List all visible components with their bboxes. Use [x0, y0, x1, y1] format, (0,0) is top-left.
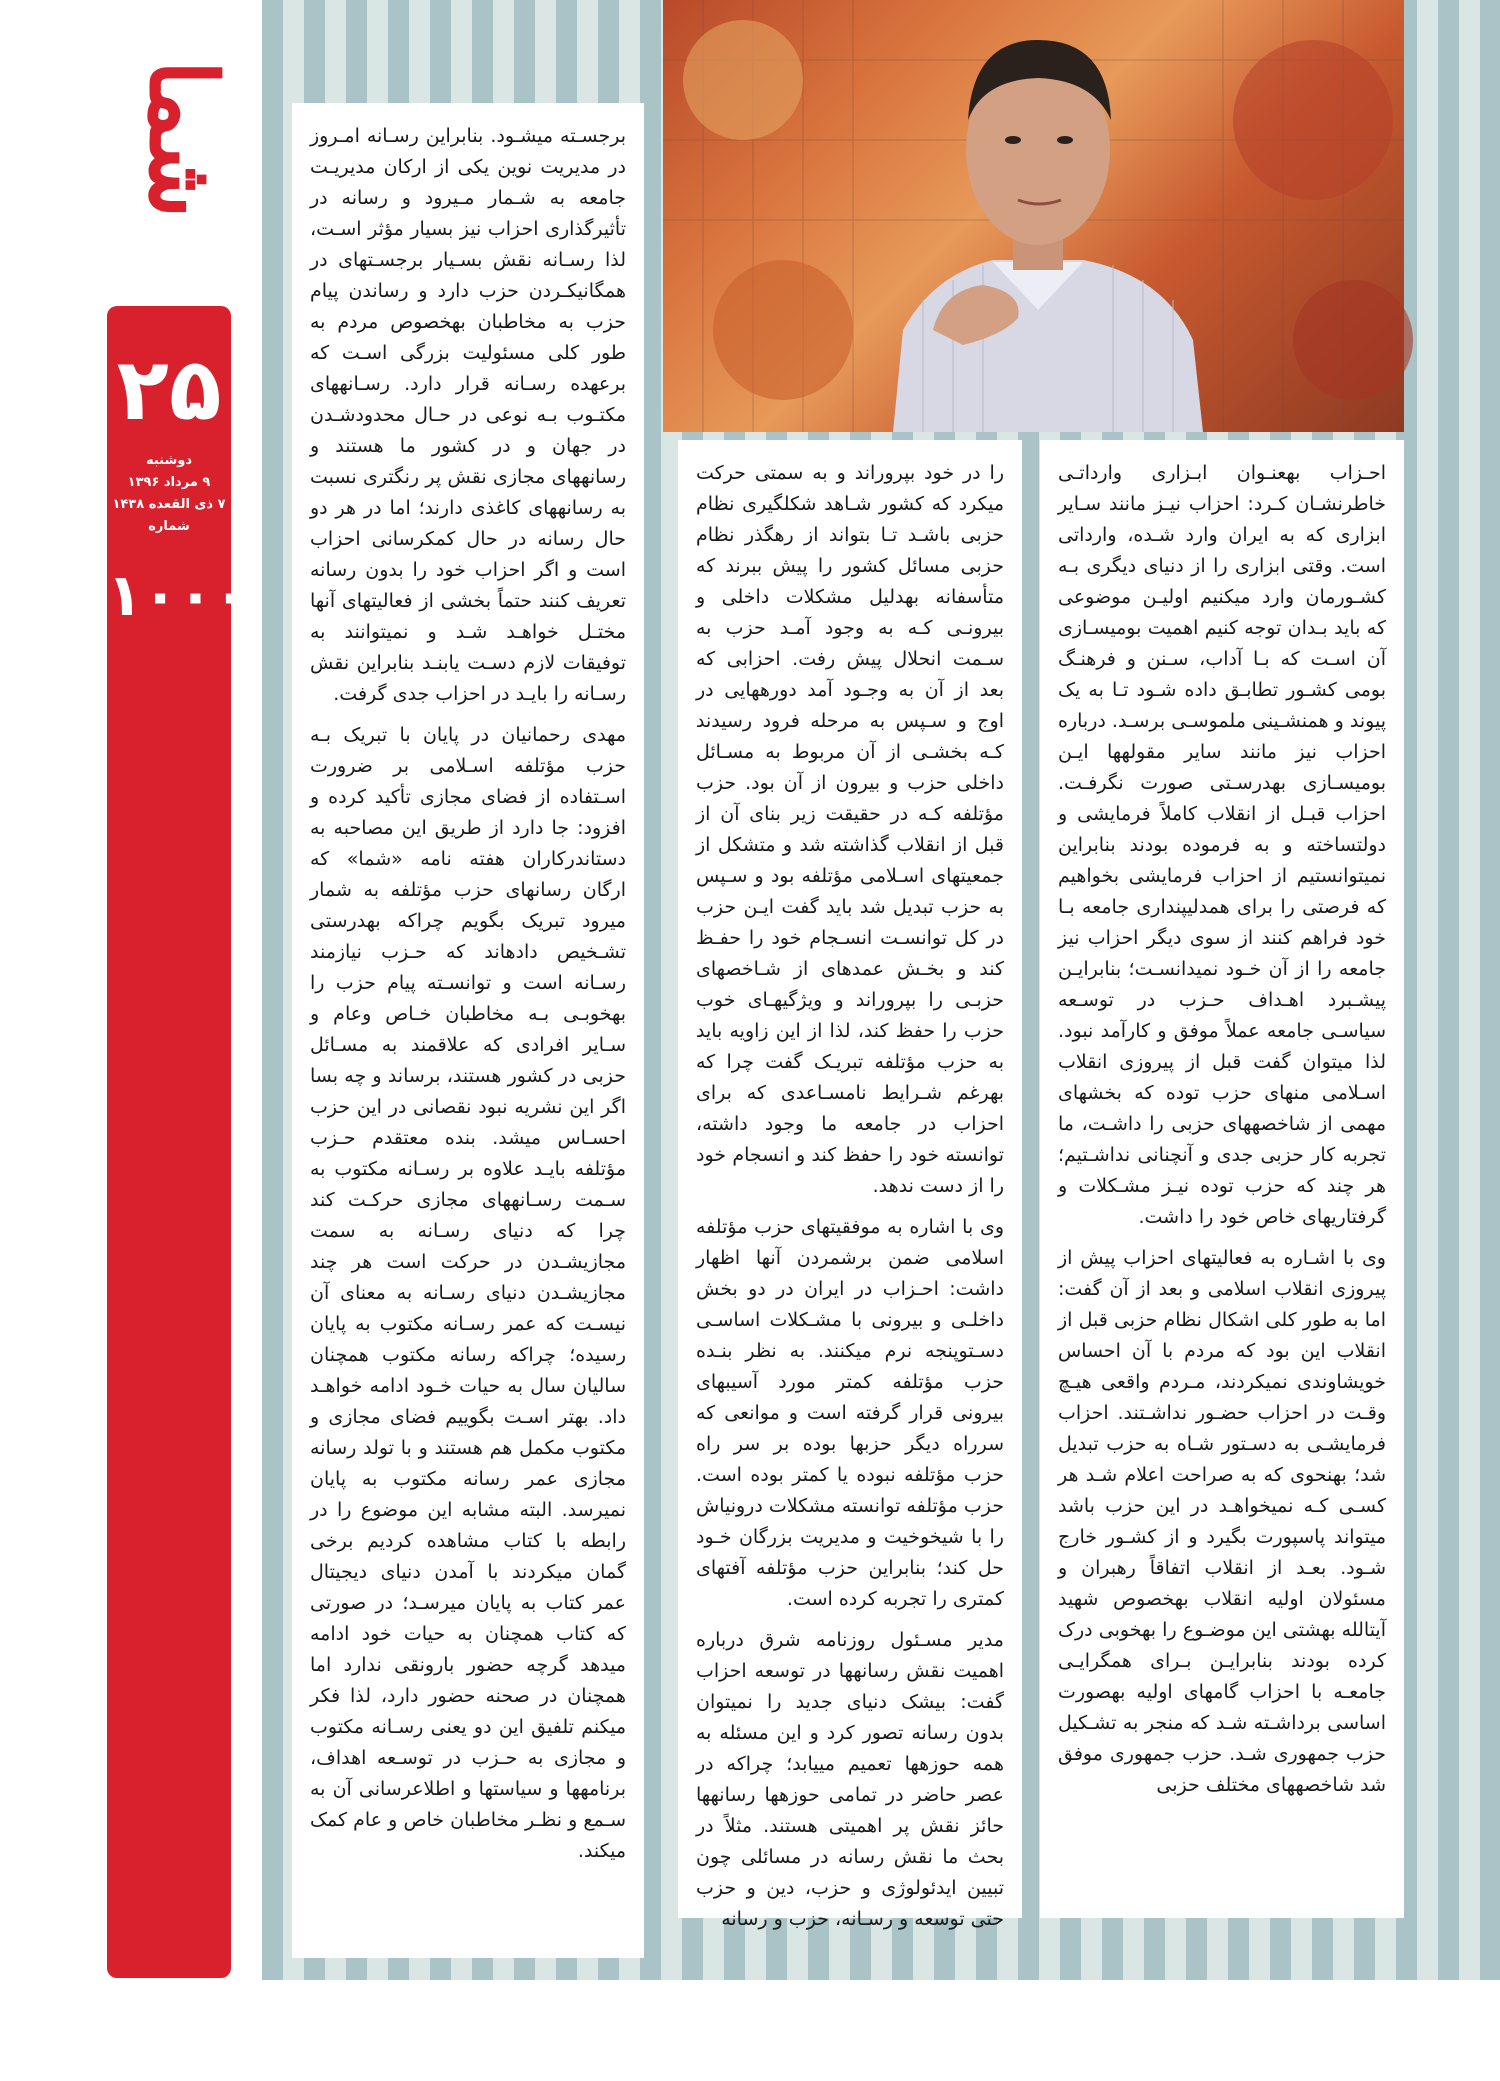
page-number: ۲۵ [116, 340, 222, 440]
interviewee-photo [663, 0, 1404, 432]
article-paragraph: وی با اشاره به موفقیتهای حزب مؤتلفه اسلامی ضمن برشمردن آنها اظهار داشت: احـزاب در ایران در دو بخش داخلـی و بیرونی با مشـکلات اساسـی دسـتوپنجه نرم میکنند. به نظر بنـده حزب مؤتلفه کمتر مورد آسیبهای بیرونی قرار گرفته است و موانعی که سرراه دیگر حزبها بوده بر سر راه حزب مؤتلفه نبوده یا کمتر بوده است. حزب مؤتلفه توانسته مشکلات درونیاش را با شیخوخیت و مدیریت بزرگان خـود حل کند؛ بنابراین حزب مؤتلفه آفتهای کمتری را تجربه کرده است. [696, 1216, 1004, 1610]
article-column-2 [678, 440, 1022, 1930]
issue-date-lunar: ۷ ذی القعده ۱۴۳۸ [112, 497, 226, 512]
masthead-logo [118, 60, 238, 300]
article-paragraph: وی با اشـاره به فعالیتهای احزاب پیش از پیروزی انقلاب اسلامی و بعد از آن گفت: اما به طور کلی اشکال نظام حزبی قبل از انقلاب این بود که مردم با آن احساس خویشاوندی نمیکردند، مـردم واقعی هیـچ وقـت در احزاب حضـور نداشـتند. احزاب فرمایشـی به دسـتور شـاه به حزب تبدیل شد؛ بهنحوی که به صراحت اعلام شـد هر کسـی کـه نمیخواهـد در این حزب باشد میتواند پاسپورت بگیرد و از کشـور خارج شـود. بعـد از انقلاب اتفاقاً رهبران و مسئولان اولیه انقلاب بهخصوص شهید آیتالله بهشتی این موضـوع را بهخوبی درک کرده بودند بنابرایـن بـرای همگرایـی جامعـه با احزاب گامهای اولیه بهصورت اساسی برداشـته شـد که منجر به تشـکیل حزب جمهوری شـد. حزب جمهوری موفق شد شاخصههای مختلف حزبی [1058, 1247, 1386, 1796]
issue-date-solar: ۹ مرداد ۱۳۹۶ [127, 475, 211, 490]
article-paragraph: برجسـته میشـود. بنابراین رسـانه امـروز در مدیریت نوین یکی از ارکان مدیریـت جامعه به شـمار مـیرود و رسانه در تأثیرگذاری احزاب نیز بسیار مؤثر اسـت، لذا رسـانه نقش بسـیار برجسـتهای در همگانیکـردن حزب دارد و رساندن پیام حزب به مخاطبان بهخصوص مردم به طور کلی مسئولیت بزرگی اسـت که برعهده رسـانه قرار دارد. رسـانههای مکتـوب بـه نوعی در حـال محدودشـدن در جهان و در کشور ما هستند و رسانههای مجازی نقش پر رنگتری نسبت به رسانههای کاغذی دارند؛ اما در هر دو حال رسانه در حال کمکرسانی احزاب است و اگر احزاب خود را بدون رسانه تعریف کنند حتماً بخشی از فعالیتهای آنها مختـل خواهـد شـد و نمیتوانند به توفیقات لازم دسـت یابنـد بنابراین نقش رسـانه را بایـد در احزاب جدی گرفت. [310, 125, 626, 705]
article-paragraph: را در خود بپروراند و به سمتی حرکت میکرد که کشور شـاهد شکلگیری نظام حزبی باشـد تـا بتواند از رهگذر نظام حزبی مسائل کشور را پیش ببرند که متأسفانه بهدلیل مشکلات داخلی و بیرونـی کـه به وجود آمـد حزب به سـمت انحلال پیش رفت. احزابی که بعد از آن به وجـود آمد دورههایی در اوج و سـپس به مرحله فرود رسیدند کـه بخشـی از آن مربوط به مسـائل داخلی حزب و بیرون از آن بود. حزب مؤتلفه کـه در حقیقت زیر بنای آن از قبل از انقلاب گذاشته شد و متشکل از جمعیتهای اسـلامی مؤتلفه بود و سـپس به حزب تبدیل شد باید گفت ایـن حزب در کل توانسـت انسـجام خود را حفـظ کند و بخـش عمدهای از شـاخصهای حزبـی را بپروراند و ویژگیهـای خوب حزب را حفظ کند، لذا از این زاویه باید به حزب مؤتلفه تبریـک گفت چرا که بهرغم شـرایط نامسـاعدی که برای احزاب در جامعه ما وجود داشته، توانسته خود را حفظ کند و انسجام خود را از دست ندهد. [696, 462, 1004, 1197]
masthead-title: شما [129, 60, 237, 219]
photo-illustration [663, 0, 1404, 432]
article-paragraph: مدیر مسـئول روزنامه شرق درباره اهمیت نقش رسانهها در توسعه احزاب گفت: بیشک دنیای جدید را نمیتوان بدون رسانه تصور کرد و این مسئله به همه حوزهها تعمیم مییابد؛ چراکه در عصر حاضر در تمامی حوزهها رسانهها حائز نقش پر اهمیتی هستند. مثلاً در بحث ما نقش رسانه در مسائلی چون تبیین ایدئولوژی و حزب، دین و حزب حتی توسعه و رسـانه، حزب و رسانه [696, 1629, 1004, 1930]
issue-weekday: دوشنبه [145, 453, 193, 468]
article-paragraph: مهدی رحمانیان در پایان با تبریک بـه حزب مؤتلفه اسـلامی بر ضرورت اسـتفاده از فضای مجازی تأکید کرده و افزود: جا دارد از طریق این مصاحبه به دستاندرکاران هفته نامه «شما» که ارگان رسانهای حزب مؤتلفه به شمار میرود تبریک بگویم چراکه بهدرستی تشـخیص دادهاند که حـزب نیازمند رسـانه است و توانسـته پیام حزب را بهخوبـی بـه مخاطبان خـاص وعام و سـایر افرادی که علاقمند به مسـائل حزبی در کشور هستند، برساند و چه بسا اگر این نشریه نبود نقصانی در این حزب احسـاس میشد. بنده معتقدم حـزب مؤتلفه بایـد علاوه بر رسـانه مکتوب به سـمت رسـانههای مجازی حرکـت کند چرا که دنیای رسـانه به سمت مجازیشـدن در حرکت است هر چند مجازیشـدن دنیای رسـانه به معنای آن نیسـت که عمر رسـانه مکتوب به پایان رسیده؛ چراکه رسانه مکتوب همچنان سالیان سال به حیات خـود ادامه خواهـد داد. بهتر اسـت بگوییم فضای مجازی و مکتوب مکمل هم هستند و با تولد رسانه مجازی عمر رسانه مکتوب به پایان نمیرسد. البته مشابه این موضوع را در رابطه با کتاب مشاهده کردیم برخی گمان میکردند با آمدن دنیای دیجیتال عمر کتاب به پایان میرسـد؛ در صورتی که کتاب همچنان به حیات خود ادامه میدهد گرچه حضور بارونقی ندارد اما همچنان در صحنه حضور دارد، لذا فکر میکنم تلفیق این دو یعنی رسـانه مکتوب و مجازی به حـزب در توسـعه اهداف، برنامهها و سیاستها و اطلاعرسانی آن به سـمع و نظـر مخاطبان خاص و عام کمک میکند. [310, 724, 626, 1862]
issue-number-large: ۱۰۰۰ [107, 561, 249, 629]
issue-date-block [107, 450, 231, 538]
article-paragraph: احـزاب بهعنـوان ابـزاری وارداتـی خاطرنشـان کـرد: احزاب نیـز مانند سـایر ابزاری که به ایران وارد شـده، وارداتی است. وقتی ابزاری را از دنیای دیگری بـه کشـورمان وارد میکنیم اولیـن موضوعی که باید بـدان توجه کنیم اهمیت بومیسـازی آن اسـت که بـا آداب، سـنن و فرهنـگ بومی کشـور تطابـق داده شـود تـا به یک پیوند و همنشـینی ملموسـی برسـد. درباره احزاب نیز مانند سایر مقولهها ایـن بومیسـازی بهدرسـتی صورت نگرفـت. احزاب قبـل از انقلاب کاملاً فرمایشی و دولتساخته و به فرموده بودند بنابراین نمیتوانستیم از احزاب فرمایشی بخواهیم که فرصتی را برای همدلیپنداری جامعه بـا خود فراهم کنند از سوی دیگر احزاب نیز جامعه را از آن خـود نمیدانسـت؛ بنابرایـن پیشـبرد اهـداف حـزب در توسـعه سیاسـی جامعه عملاً موفق و کارآمد نبود. لذا میتوان گفت قبل از پیروزی انقلاب اسـلامی منهای حزب توده که بخشهای مهمی از شاخصههای حزبی را داشـت، ما تجربه کار حزبی جدی و آنچنانی نداشـتیم؛ هر چند که حزب توده نیـز مشـکلات و گرفتاریهای خاص خود را داشت. [1058, 462, 1386, 1228]
issue-label: شماره [148, 519, 190, 534]
article-column-3 [292, 103, 644, 1958]
article-column-1 [1040, 440, 1404, 1918]
